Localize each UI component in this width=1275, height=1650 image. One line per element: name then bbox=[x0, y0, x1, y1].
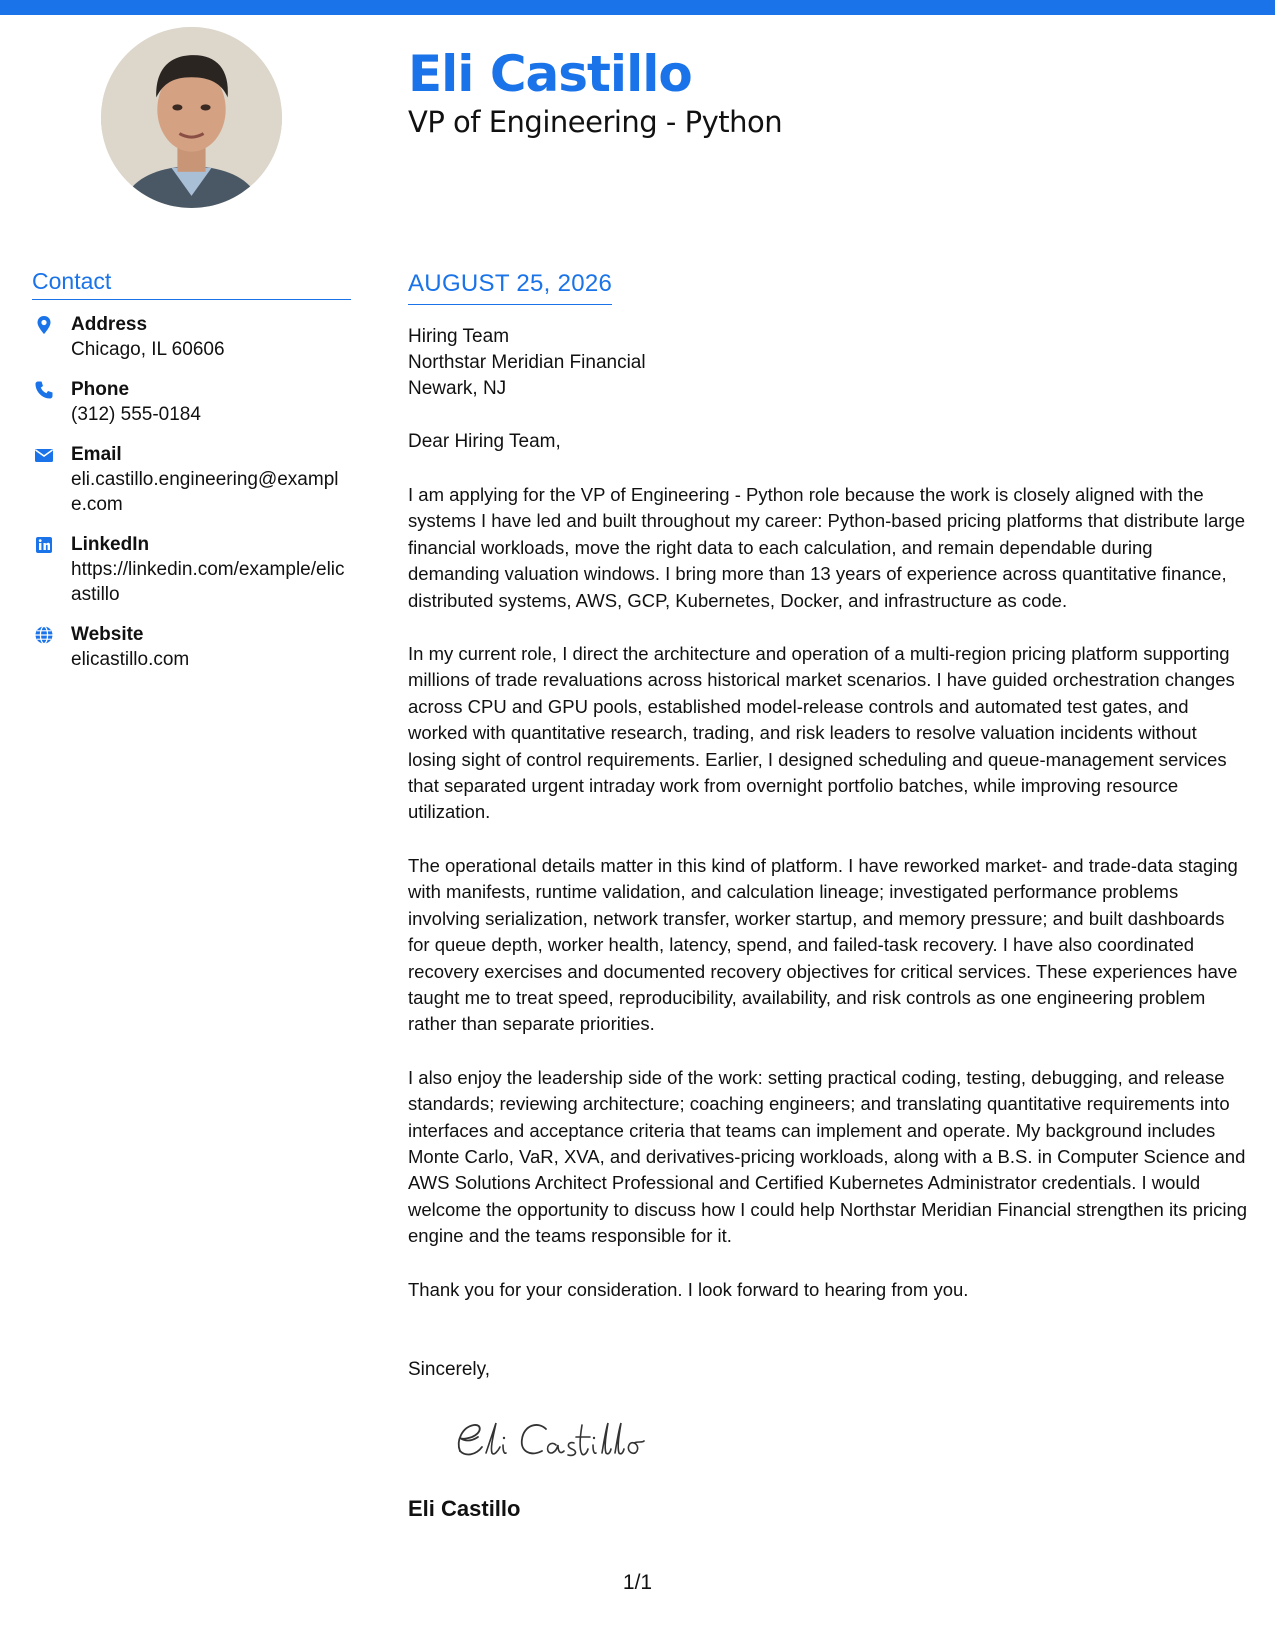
candidate-title: VP of Engineering - Python bbox=[408, 105, 783, 139]
handwritten-signature bbox=[448, 1411, 648, 1467]
contact-list bbox=[32, 312, 351, 672]
contact-value: Chicago, IL 60606 bbox=[71, 339, 225, 360]
profile-photo bbox=[101, 27, 282, 208]
portrait-image bbox=[101, 27, 282, 208]
contact-value: (312) 555-0184 bbox=[71, 404, 201, 425]
letter-paragraph: In my current role, I direct the architecture and operation of a multi-region pricing platform supporting millions of trade revaluations across historical market scenarios. I have guided orchestration changes across CPU and GPU pools, established model-release controls and automated test gates, and worked with quantitative research, trading, and risk leaders to resolve valuation incidents without losing sight of control requirements. Earlier, I designed scheduling and queue-management services that separated urgent intraday work from overnight portfolio batches, while improving resource utilization. bbox=[408, 643, 1235, 823]
letter-paragraph: I also enjoy the leadership side of the work: setting practical coding, testing, debugging, and release standards; reviewing architecture; coaching engineers; and translating quantitative requirements into interfaces and acceptance criteria that teams can implement and operate. My background includes Monte Carlo, VaR, XVA, and derivatives-pricing workloads, along with a B.S. in Computer Science and AWS Solutions Architect Professional and Certified Kubernetes Administrator credentials. I would welcome the opportunity to discuss how I could help Northstar Meridian Financial strengthen its pricing engine and the teams responsible for it. bbox=[408, 1066, 1248, 1247]
letter-paragraph: The operational details matter in this kind of platform. I have reworked market- and trade-data staging with manifests, runtime validation, and calculation lineage; investigated performance problems involving serialization, network transfer, worker startup, and memory pressure; and built dashboards for queue depth, worker health, latency, spend, and failed-task recovery. I have also coordinated recovery exercises and documented recovery objectives for critical services. These experiences have taught me to treat speed, reproducibility, availability, and risk controls as one engineering problem rather than separate priorities. bbox=[408, 854, 1238, 1035]
candidate-name: Eli Castillo bbox=[408, 45, 692, 103]
envelope-icon bbox=[34, 445, 54, 465]
contact-item-phone bbox=[32, 377, 351, 427]
page-number: 1/1 bbox=[622, 1571, 653, 1594]
salutation: Dear Hiring Team, bbox=[408, 431, 561, 452]
contact-label: Phone bbox=[71, 379, 130, 400]
contact-value[interactable]: https://linkedin.com/example/elicastillo bbox=[71, 559, 345, 605]
top-accent-bar bbox=[0, 0, 1275, 15]
linkedin-icon bbox=[34, 535, 54, 555]
signer-name: Eli Castillo bbox=[408, 1495, 521, 1521]
contact-label: Website bbox=[71, 624, 144, 645]
contact-item-address bbox=[32, 312, 351, 362]
map-pin-icon bbox=[34, 315, 54, 335]
contact-value[interactable]: elicastillo.com bbox=[71, 649, 190, 670]
recipient-line: Northstar Meridian Financial bbox=[408, 352, 646, 373]
letter-paragraph: I am applying for the VP of Engineering - Python role because the work is closely aligned with the systems I have led and built throughout my career: Python-based pricing platforms that distribute large financial workloads, move the right data to each calculation, and remain dependable during demanding valuation windows. I bring more than 13 years of experience across quantitative finance, distributed systems, AWS, GCP, Kubernetes, Docker, and infrastructure as code. bbox=[408, 484, 1246, 611]
contact-heading: Contact bbox=[32, 266, 351, 300]
contact-item-linkedin bbox=[32, 532, 351, 607]
recipient-line: Newark, NJ bbox=[408, 378, 507, 399]
contact-value[interactable]: eli.castillo.engineering@example.com bbox=[71, 469, 339, 515]
closing: Sincerely, bbox=[408, 1358, 491, 1380]
letter-date: AUGUST 25, 2026 bbox=[408, 268, 612, 305]
recipient-block bbox=[408, 324, 1248, 402]
globe-icon bbox=[34, 625, 54, 645]
contact-item-email bbox=[32, 442, 351, 517]
contact-label: LinkedIn bbox=[71, 534, 150, 555]
contact-item-website bbox=[32, 622, 351, 672]
contact-label: Email bbox=[71, 444, 122, 465]
letter-paragraph: Thank you for your consideration. I look forward to hearing from you. bbox=[408, 1278, 969, 1300]
contact-sidebar bbox=[32, 266, 351, 687]
recipient-line: Hiring Team bbox=[408, 326, 510, 347]
letter-body bbox=[408, 268, 1248, 1523]
contact-label: Address bbox=[71, 314, 148, 335]
phone-icon bbox=[34, 380, 54, 400]
